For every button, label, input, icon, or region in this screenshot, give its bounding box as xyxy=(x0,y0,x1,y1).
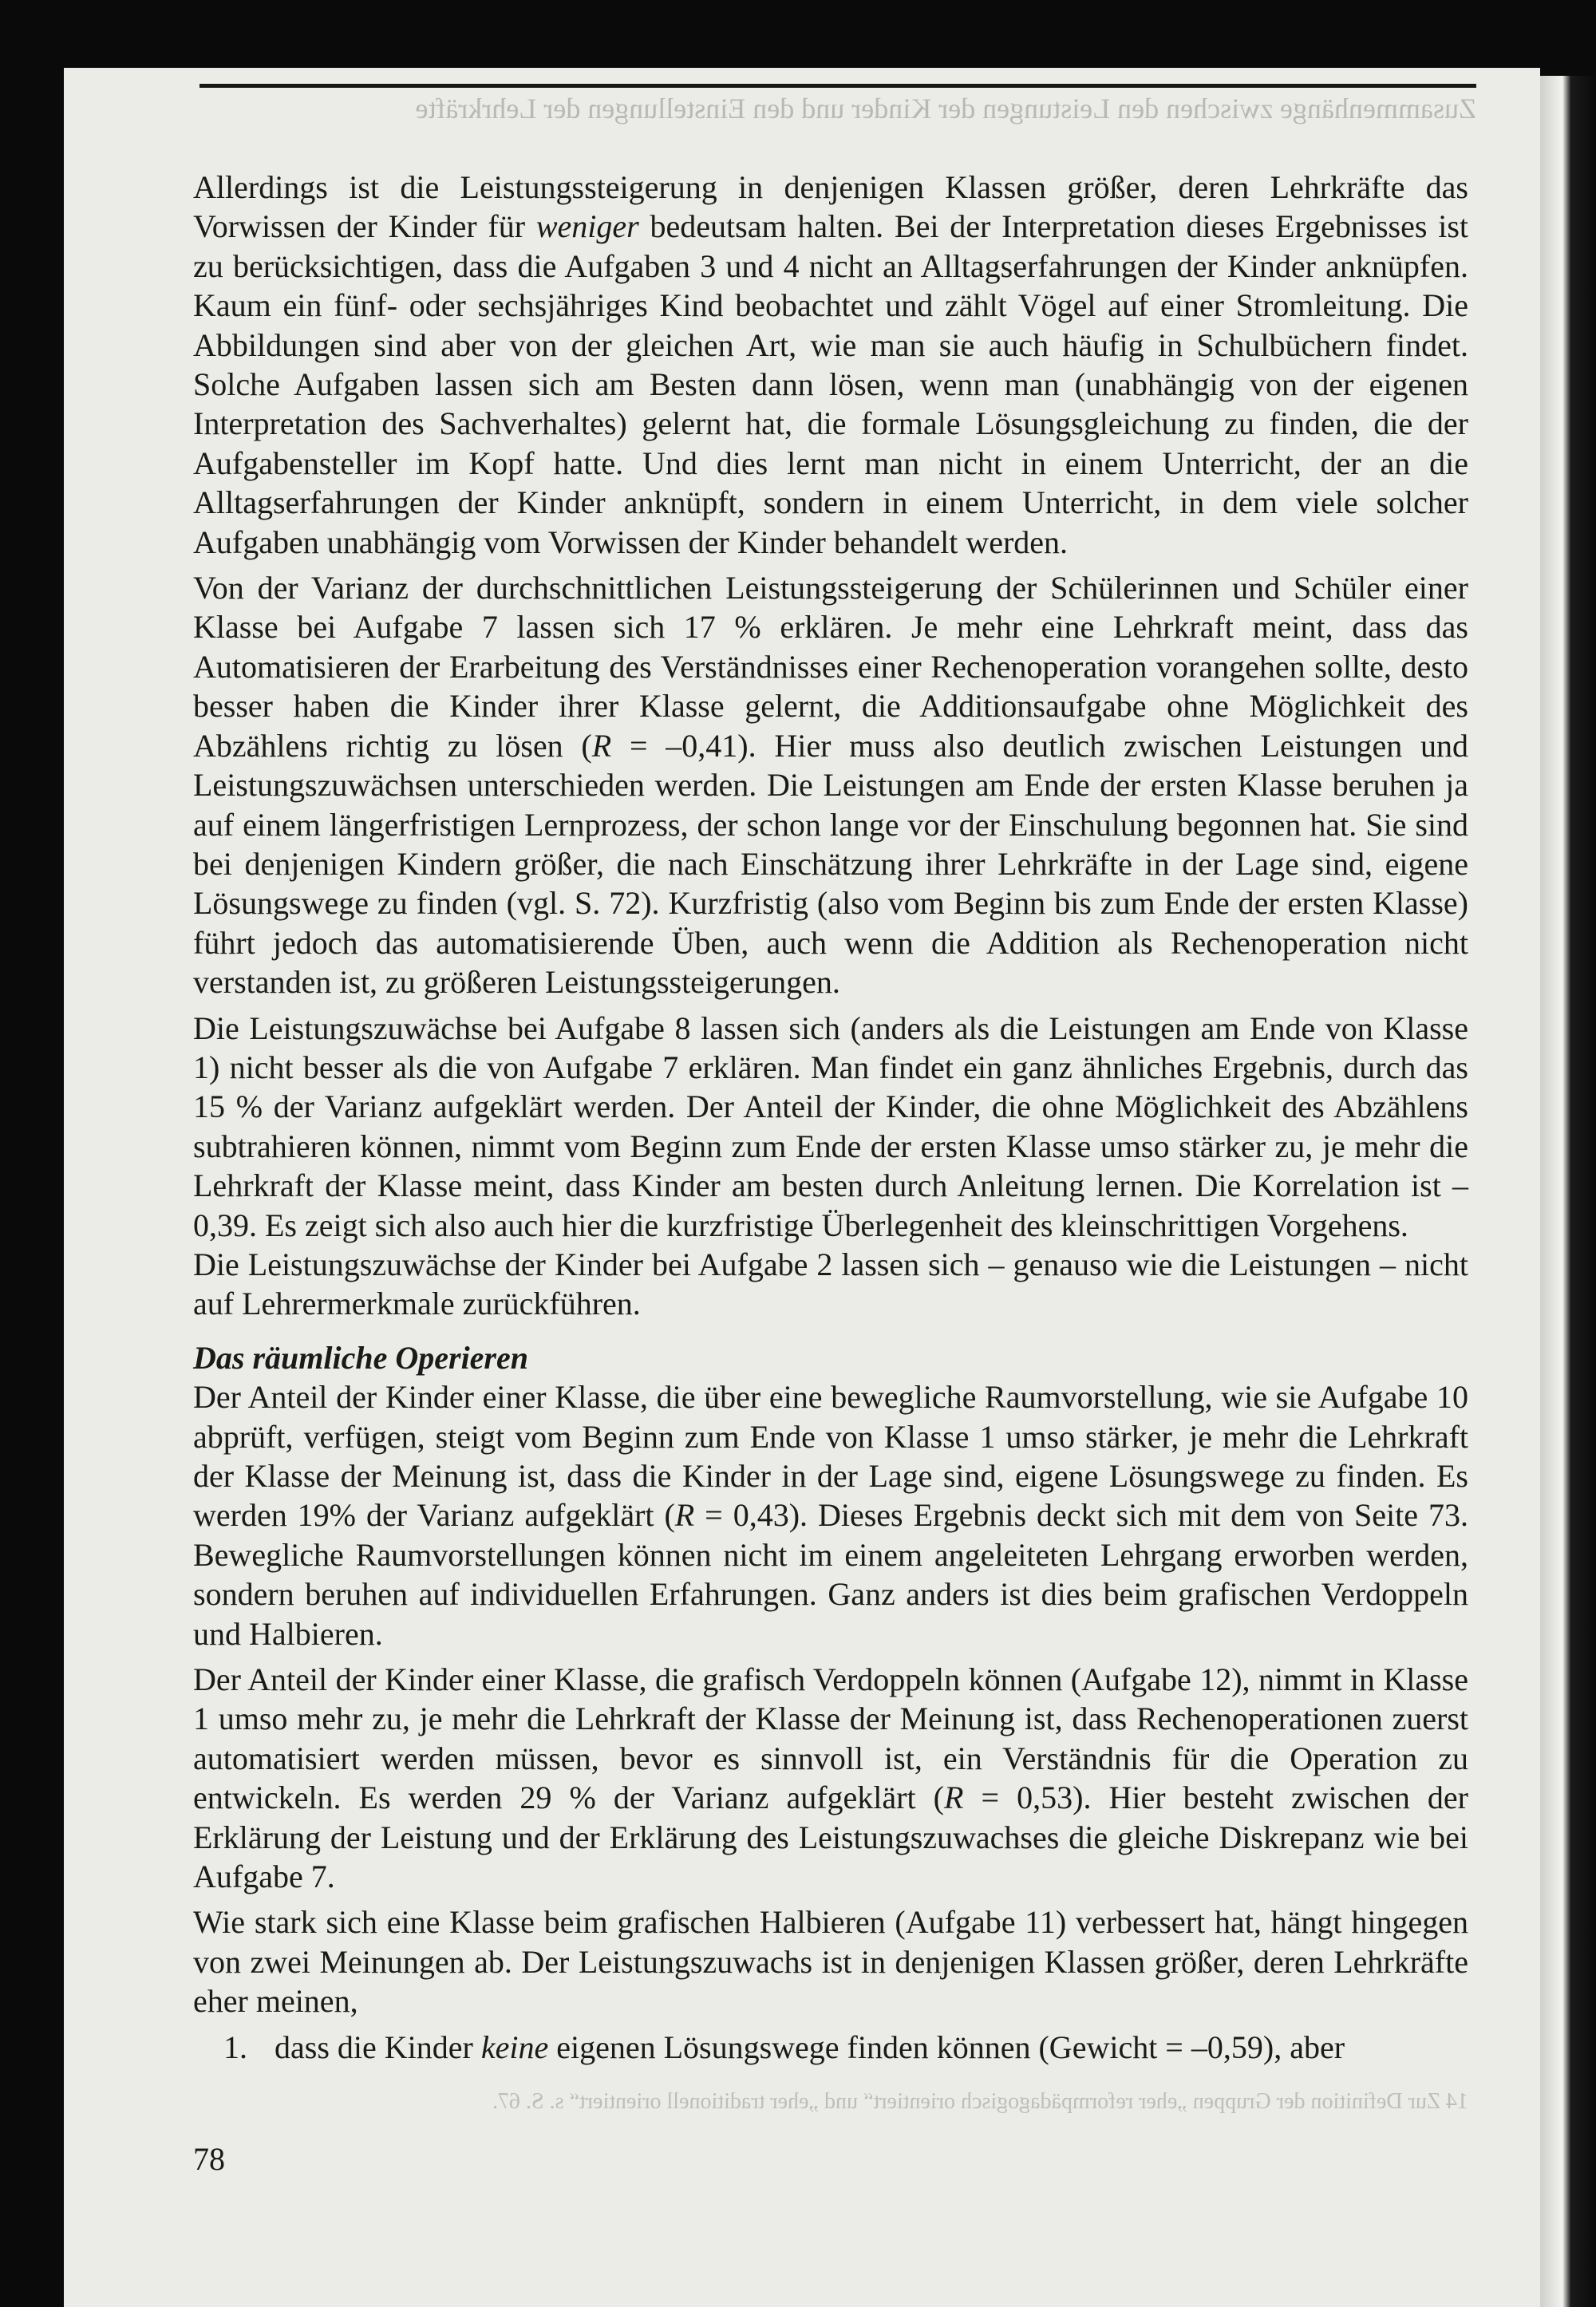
list-item xyxy=(193,2028,1468,2067)
paragraph-7: Wie stark sich eine Klasse beim grafischen Halbieren (Aufgabe 11) verbessert hat, hängt hingegen von zwei Meinungen ab. Der Leistungszuwachs ist in denjenigen Klassen größer, deren Lehrkräfte eher meinen, xyxy=(193,1904,1468,2020)
page-edge xyxy=(1540,76,1596,2307)
paragraph-5: Der Anteil der Kinder einer Klasse, die über eine bewegliche Raumvorstellung, wie sie Aufgabe 10 abprüft, verfügen, steigt vom Beginn zum Ende von Klasse 1 umso stärker, je mehr die Lehrkraft der Klasse der Meinung ist, dass die Kinder in der Lage sind, eigene Lösungswege zu finden. Es werden 19% der Varianz aufgeklärt (R = 0,43). Dieses Ergebnis deckt sich mit dem von Seite 73. Bewegliche Raumvorstellungen können nicht im einem angeleiteten Lehrgang erworben werden, sondern beruhen auf individuellen Erfahrungen. Ganz anders ist dies beim grafischen Verdoppeln und Halbieren. xyxy=(193,1379,1468,1652)
header-rule xyxy=(200,84,1476,88)
paragraph-6: Der Anteil der Kinder einer Klasse, die grafisch Verdoppeln können (Aufgabe 12), nimmt in Klasse 1 umso mehr zu, je mehr die Lehrkraft der Klasse der Meinung ist, dass Rechenoperationen zuerst automatisiert werden müssen, bevor es sinnvoll ist, ein Verständnis für die Operation zu entwickeln. Es werden 29 % der Varianz aufgeklärt (R = 0,53). Hier besteht zwischen der Erklärung der Leistung und der Erklärung des Leistungszuwachses die gleiche Diskrepanz wie bei Aufgabe 7. xyxy=(193,1661,1468,1895)
list-text: dass die Kinder keine eigenen Lösungswege finden können (Gewicht = –0,59), aber xyxy=(275,2029,1345,2065)
paragraph-4: Die Leistungszuwächse der Kinder bei Aufgabe 2 lassen sich – genauso wie die Leistungen – nicht auf Lehrermerkmale zurückführen. xyxy=(193,1246,1468,1322)
body-text xyxy=(193,168,1468,2067)
page-number: 78 xyxy=(193,2141,225,2177)
section-heading: Das räumliche Operieren xyxy=(193,1339,528,1376)
list-number: 1. xyxy=(223,2029,247,2065)
paragraph-2: Von der Varianz der durchschnittlichen Leistungssteigerung der Schülerinnen und Schüler einer Klasse bei Aufgabe 7 lassen sich 17 % erklären. Je mehr eine Lehrkraft meint, dass das Automatisieren der Erarbeitung des Verständnisses einer Rechenoperation vorangehen sollte, desto besser haben die Kinder ihrer Klasse gelernt, die Additionsaufgabe ohne Möglichkeit des Abzählens richtig zu lösen (R = –0,41). Hier muss also deutlich zwischen Leistungen und Leistungszuwächsen unterschieden werden. Die Leistungen am Ende der ersten Klasse beruhen ja auf einem längerfristigen Lernprozess, der schon lange vor der Einschulung begonnen hat. Sie sind bei denjenigen Kindern größer, die nach Einschätzung ihrer Lehrkräfte in der Lage sind, eigene Lösungswege zu finden (vgl. S. 72). Kurzfristig (also vom Beginn bis zum Ende der ersten Klasse) führt jedoch das automatisierende Üben, auch wenn die Addition als Rechenoperation nicht verstanden ist, zu größeren Leistungssteigerungen. xyxy=(193,570,1469,1001)
paragraph-1: Allerdings ist die Leistungssteigerung in denjenigen Klassen größer, deren Lehrkräfte das Vorwissen der Kinder für weniger bedeutsam halten. Bei der Interpretation dieses Ergebnisses ist zu berücksichtigen, dass die Aufgaben 3 und 4 nicht an Alltagserfahrungen der Kinder anknüpfen. Kaum ein fünf- oder sechsjähriges Kind beobachtet und zählt Vögel auf einer Stromleitung. Die Abbildungen sind aber von der gleichen Art, wie man sie auch häufig in Schulbüchern findet. Solche Aufgaben lassen sich am Besten dann lösen, wenn man (unabhängig von der eigenen Interpretation des Sachverhaltes) gelernt hat, die formale Lösungsgleichung zu finden, die der Aufgabensteller im Kopf hatte. Und dies lernt man nicht in einem Unterricht, der an die Alltagserfahrungen der Kinder anknüpft, sondern in einem Unterricht, in dem viele solcher Aufgaben unabhängig vom Vorwissen der Kinder behandelt werden. xyxy=(193,169,1469,560)
header-bleed-through: Zusammenhänge zwischen den Leistungen der Kinder und den Einstellungen der Lehrkräfte xyxy=(415,93,1476,124)
paragraph-3: Die Leistungszuwächse bei Aufgabe 8 lassen sich (anders als die Leistungen am Ende von Klasse 1) nicht besser als die von Aufgabe 7 erklären. Man findet ein ganz ähnliches Ergebnis, durch das 15 % der Varianz aufgeklärt werden. Der Anteil der Kinder, die ohne Möglichkeit des Abzählens subtrahieren können, nimmt vom Beginn zum Ende der ersten Klasse umso stärker zu, je mehr die Lehrkraft der Klasse meint, dass Kinder am besten durch Anleitung lernen. Die Korrelation ist –0,39. Es zeigt sich also auch hier die kurzfristige Überlegenheit des kleinschrittigen Vorgehens. xyxy=(193,1009,1468,1243)
footnote-bleed-through: 14 Zur Definition der Gruppen „eher reformpädagogisch orientiert“ und „eher traditionell orientiert“ s. S. 67. xyxy=(492,2089,1468,2114)
